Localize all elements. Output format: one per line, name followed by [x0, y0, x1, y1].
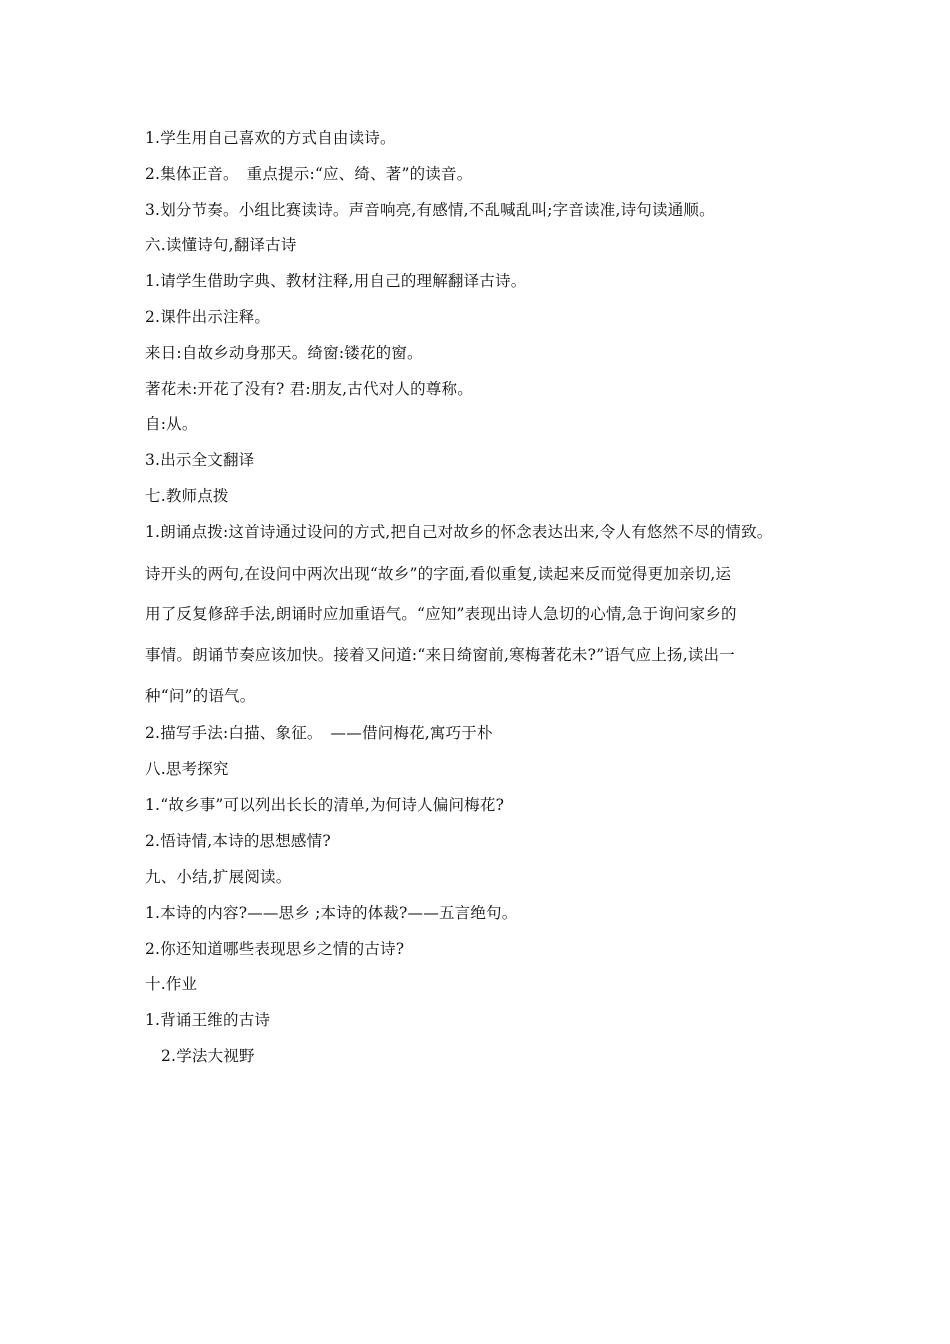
text-line: 2.悟诗情,本诗的思想感情? — [145, 832, 331, 850]
text-line: 种“问”的语气。 — [145, 687, 256, 705]
text-line: 来日:自故乡动身那天。绮窗:镂花的窗。 — [145, 344, 423, 362]
text-line: 3.划分节奏。小组比赛读诗。声音响亮,有感情,不乱喊乱叫;字音读准,诗句读通顺。 — [145, 201, 715, 219]
text-line: 用了反复修辞手法,朗诵时应加重语气。“应知”表现出诗人急切的心情,急于询问家乡的 — [145, 605, 737, 623]
section-heading: 十.作业 — [145, 975, 198, 993]
text-line: 诗开头的两句,在设问中两次出现“故乡”的字面,看似重复,读起来反而觉得更加亲切,运 — [145, 565, 732, 583]
text-line: 1.请学生借助字典、教材注释,用自己的理解翻译古诗。 — [145, 272, 527, 290]
text-line: 1.背诵王维的古诗 — [145, 1011, 271, 1029]
text-line: 2.集体正音。 重点提示:“应、绮、著”的读音。 — [145, 165, 473, 183]
text-line: 2.描写手法:白描、象征。 ——借问梅花,寓巧于朴 — [145, 724, 493, 742]
text-line: 1.本诗的内容?——思乡 ;本诗的体裁?——五言绝句。 — [145, 904, 518, 922]
text-line: 事情。朗诵节奏应该加快。接着又问道:“来日绮窗前,寒梅著花未?”语气应上扬,读出一 — [145, 646, 735, 664]
section-heading: 九、小结,扩展阅读。 — [145, 868, 292, 886]
section-heading: 八.思考探究 — [145, 760, 229, 778]
text-line: 1.学生用自己喜欢的方式自由读诗。 — [145, 129, 396, 147]
section-heading: 七.教师点拨 — [145, 487, 229, 505]
text-line: 2.你还知道哪些表现思乡之情的古诗? — [145, 940, 405, 958]
text-line: 自:从。 — [145, 415, 198, 433]
text-line: 2.课件出示注释。 — [145, 308, 271, 326]
text-line: 1.“故乡事”可以列出长长的清单,为何诗人偏问梅花? — [145, 796, 505, 814]
text-line: 2.学法大视野 — [161, 1047, 255, 1065]
section-heading: 六.读懂诗句,翻译古诗 — [145, 236, 297, 254]
text-line: 著花未:开花了没有? 君:朋友,古代对人的尊称。 — [145, 380, 473, 398]
text-line: 3.出示全文翻译 — [145, 451, 255, 469]
text-line: 1.朗诵点拨:这首诗通过设问的方式,把自己对故乡的怀念表达出来,令人有悠然不尽的情致。 — [145, 523, 773, 541]
